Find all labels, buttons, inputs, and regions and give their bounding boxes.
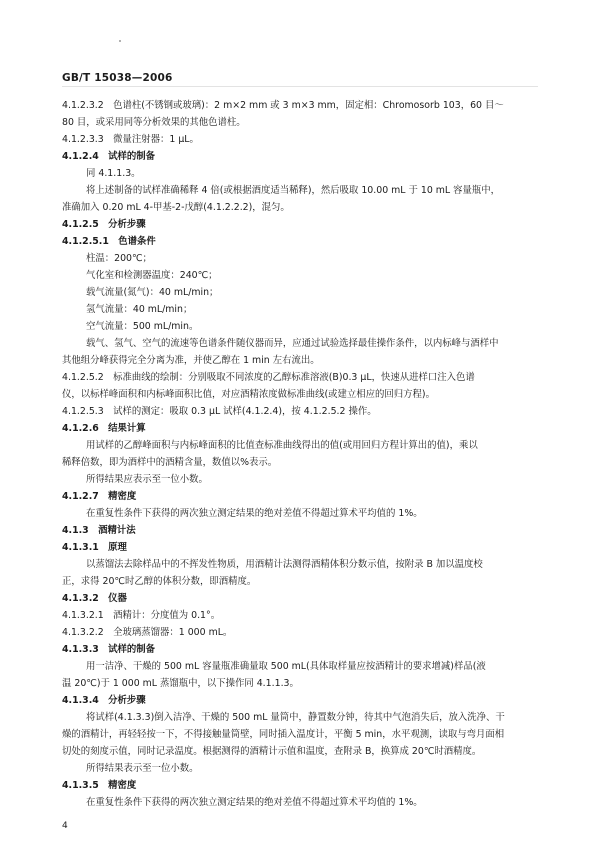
condition-detector-temp: 气化室和检测器温度：240℃；	[86, 270, 218, 281]
paragraph-line: 在重复性条件下获得的两次独立测定结果的绝对差值不得超过算术平均值的 1%。	[86, 797, 423, 808]
paragraph-line: 温 20℃)于 1 000 mL 蒸馏瓶中，以下操作同 4.1.1.3。	[62, 678, 299, 689]
clause-4-1-2-3-2-cont: 80 目，或采用同等分析效果的其他色谱柱。	[62, 117, 246, 128]
heading-4-1-3-3: 4.1.3.3 试样的制备	[62, 644, 156, 655]
paragraph-line: 燥的酒精计，再轻轻按一下，不得接触量筒壁，同时插入温度计，平衡 5 min，水平观测，读取与弯月面相	[62, 729, 505, 740]
clause-4-1-3-2-2: 4.1.3.2.2 全玻璃蒸馏器：1 000 mL。	[62, 627, 233, 638]
paragraph-line: 所得结果应表示至一位小数。	[86, 474, 208, 485]
heading-4-1-3-2: 4.1.3.2 仪器	[62, 593, 127, 604]
paragraph-line: 将上述制备的试样准确稀释 4 倍(或根据酒度适当稀释)，然后吸取 10.00 mL 于 10 mL 容量瓶中，	[86, 185, 500, 196]
header-divider	[62, 86, 538, 87]
heading-4-1-3-4: 4.1.3.4 分析步骤	[62, 695, 146, 706]
paragraph-line: 准确加入 0.20 mL 4-甲基-2-戊醇(4.1.2.2.2)，混匀。	[62, 202, 290, 213]
condition-air: 空气流量：500 mL/min。	[86, 321, 199, 332]
clause-4-1-3-2-1: 4.1.3.2.1 酒精计：分度值为 0.1°。	[62, 610, 221, 621]
heading-4-1-3-5: 4.1.3.5 精密度	[62, 780, 137, 791]
paragraph-line: 同 4.1.1.3。	[86, 168, 141, 179]
clause-4-1-2-5-2-cont: 仪，以标样峰面积和内标峰面积比值，对应酒精浓度做标准曲线(或建立相应的回归方程)。	[62, 389, 435, 400]
paragraph-line: 以蒸馏法去除样品中的不挥发性物质，用酒精计法测得酒精体积分数示值，按附录 B 加以温度校	[86, 559, 483, 570]
standard-number-header: GB/T 15038—2006	[62, 72, 173, 84]
condition-column-temp: 柱温：200℃；	[86, 253, 152, 264]
paragraph-line: 切处的刻度示值，同时记录温度。根据测得的酒精计示值和温度，查附录 B，换算成 20℃时酒精度。	[62, 746, 482, 757]
paragraph-line: 稀释倍数，即为酒样中的酒精含量，数值以%表示。	[62, 457, 278, 468]
paragraph-line: 在重复性条件下获得的两次独立测定结果的绝对差值不得超过算术平均值的 1%。	[86, 508, 423, 519]
heading-4-1-2-6: 4.1.2.6 结果计算	[62, 423, 146, 434]
paragraph-line: 用一洁净、干燥的 500 mL 容量瓶准确量取 500 mL(具体取样量应按酒精计的要求增减)样品(液	[86, 661, 486, 672]
paragraph-line: 所得结果表示至一位小数。	[86, 763, 199, 774]
paragraph-line: 用试样的乙醇峰面积与内标峰面积的比值查标准曲线得出的值(或用回归方程计算出的值)，乘以	[86, 440, 478, 451]
heading-4-1-3-1: 4.1.3.1 原理	[62, 542, 127, 553]
paragraph-line: 载气、氢气、空气的流速等色谱条件随仪器而异，应通过试验选择最佳操作条件，以内标峰与酒样中	[86, 338, 499, 349]
heading-4-1-2-7: 4.1.2.7 精密度	[62, 491, 137, 502]
clause-4-1-2-3-2: 4.1.2.3.2 色谱柱(不锈钢或玻璃)：2 m×2 mm 或 3 m×3 mm，固定相：Chromosorb 103，60 目～	[62, 100, 504, 111]
page-number: 4	[62, 821, 68, 831]
paragraph-line: 正，求得 20℃时乙醇的体积分数，即酒精度。	[62, 576, 257, 587]
heading-4-1-2-5: 4.1.2.5 分析步骤	[62, 219, 146, 230]
paragraph-line: 将试样(4.1.3.3)倒入洁净、干燥的 500 mL 量筒中，静置数分钟，待其中气泡消失后，放入洗净、干	[86, 712, 505, 723]
heading-4-1-3: 4.1.3 酒精计法	[62, 525, 136, 536]
condition-carrier-gas: 载气流量(氮气)：40 mL/min；	[86, 287, 219, 298]
condition-hydrogen: 氢气流量：40 mL/min；	[86, 304, 193, 315]
clause-4-1-2-5-3: 4.1.2.5.3 试样的测定：吸取 0.3 μL 试样(4.1.2.4)，按 4.1.2.5.2 操作。	[62, 406, 377, 417]
scan-speck	[119, 40, 121, 42]
clause-4-1-2-3-3: 4.1.2.3.3 微量注射器：1 μL。	[62, 134, 199, 145]
heading-4-1-2-4: 4.1.2.4 试样的制备	[62, 151, 156, 162]
heading-4-1-2-5-1: 4.1.2.5.1 色谱条件	[62, 236, 156, 247]
paragraph-line: 其他组分峰获得完全分离为准，并使乙醇在 1 min 左右流出。	[62, 355, 320, 366]
clause-4-1-2-5-2: 4.1.2.5.2 标准曲线的绘制：分别吸取不同浓度的乙醇标准溶液(B)0.3 μL，快速从进样口注入色谱	[62, 372, 475, 383]
